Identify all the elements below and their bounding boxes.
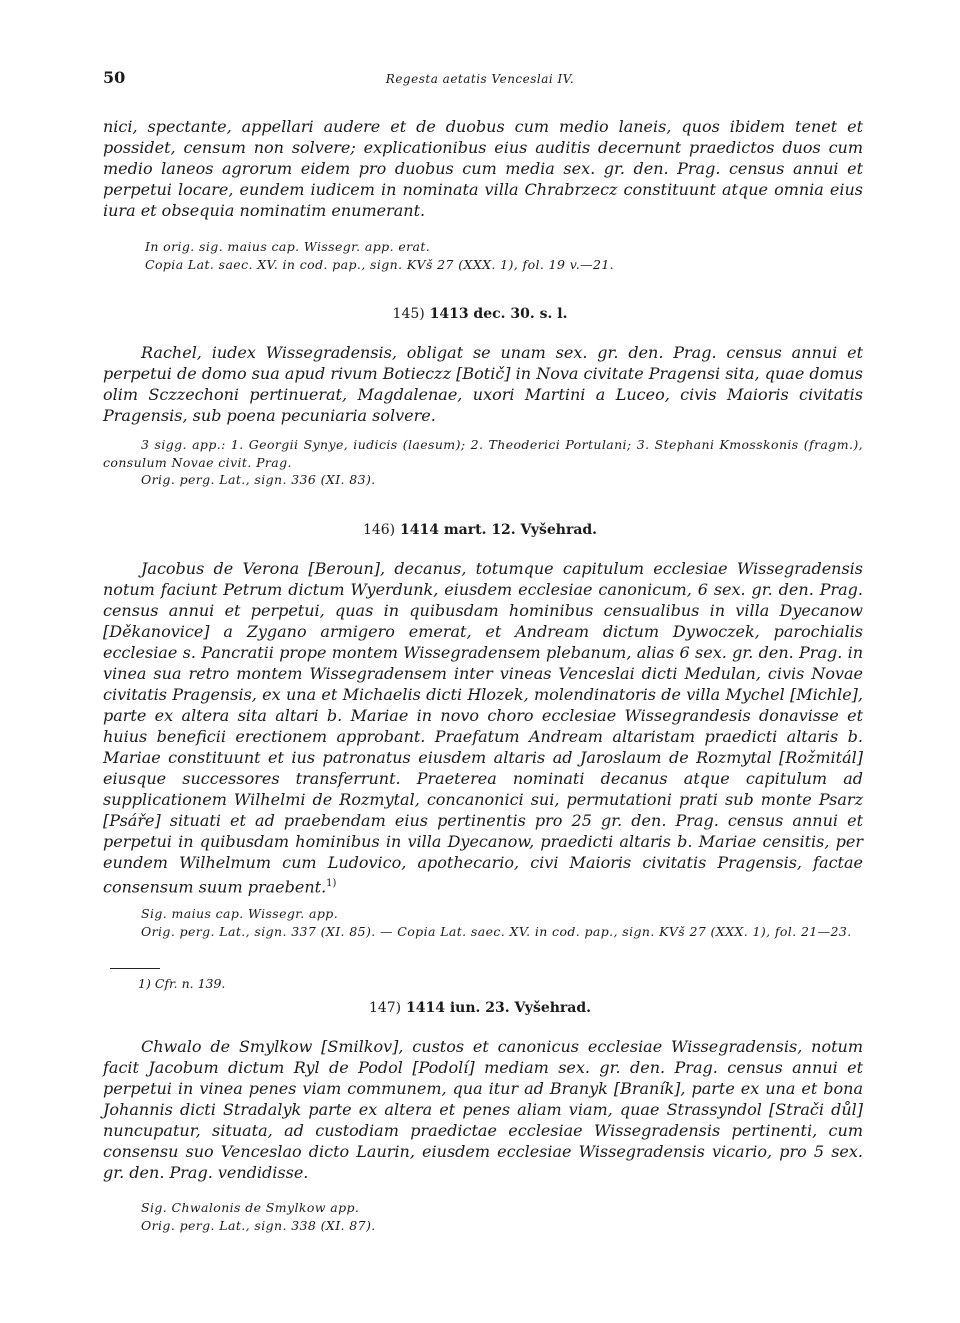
- entry-146-note-1: Sig. maius cap. Wissegr. app.: [141, 906, 339, 921]
- entry-146-text-block: [103, 558, 863, 897]
- footnote-divider: [110, 968, 160, 969]
- entry-147-heading: [0, 1000, 960, 1016]
- entry-145-number: 145): [392, 306, 425, 322]
- entry-147-regest: Chwalo de Smylkow [Smilkov], custos et canonicus ecclesiae Wissegradensis, notum facit Jacobum dictum Ryl de Podol [Podolí] mediam sex. gr. den. Prag. census annui et perpetui in vinea penes viam communem, qua itur ad Branyk [Braník], parte ex una et bona Johannis dicti Stradalyk parte ex altera et penes aliam viam, quae Strassyndol [Strači důl] nuncupatur, situata, ad custodiam praedictae ecclesiae Wissegradensis pertinenti, cum consensu suo Venceslao dicto Laurin, eiusdem ecclesiae Wissegradensis vicario, pro 5 sex. gr. den. Prag. vendidisse.: [103, 1037, 863, 1182]
- entry-146-heading: [0, 522, 960, 538]
- entry-145-heading: [0, 306, 960, 322]
- entry-145-note-2: Orig. perg. Lat., sign. 336 (XI. 83).: [141, 472, 376, 487]
- footnote-reference: 1): [326, 878, 337, 889]
- entry-146-regest: [103, 558, 863, 897]
- continuation-note-1: In orig. sig. maius cap. Wissegr. app. erat.: [145, 239, 431, 254]
- continuation-text-block: [103, 116, 863, 221]
- entry-147-text-block: [103, 1036, 863, 1183]
- footnote-mark: 1): [138, 976, 151, 991]
- entry-145-regest: Rachel, iudex Wissegradensis, obligat se unam sex. gr. den. Prag. census annui et perpetui de domo sua apud rivum Botieczz [Botič] in Nova civitate Pragensi sita, quae domus olim Sczzechoni pertinuerat, Magdalenae, uxori Martini a Luceo, civis Maioris civitatis Pragensis, sub poena pecuniaria solvere.: [103, 343, 863, 425]
- entry-146-note-2: Orig. perg. Lat., sign. 337 (XI. 85). — Copia Lat. saec. XV. in cod. pap., sign. KVš 27 (XXX. 1), fol. 21—23.: [141, 923, 852, 939]
- entry-145-notes: [103, 436, 863, 489]
- footnote: [138, 976, 225, 991]
- entry-147-date: 1414 iun. 23. Vyšehrad.: [406, 1000, 592, 1016]
- entry-147-note-2: Orig. perg. Lat., sign. 338 (XI. 87).: [141, 1217, 376, 1233]
- entry-147-notes: [103, 1199, 863, 1234]
- entry-145-note-1: 3 sigg. app.: 1. Georgii Synye, iudicis (laesum); 2. Theoderici Portulani; 3. Stephani Kmosskonis (fragm.), consulum Novae civit. Prag.: [103, 437, 863, 470]
- running-title: Regesta aetatis Venceslai IV.: [385, 72, 575, 86]
- entry-145-date: 1413 dec. 30. s. l.: [429, 306, 568, 322]
- footnote-text: Cfr. n. 139.: [154, 976, 226, 991]
- page-number: 50: [103, 68, 126, 87]
- entry-146-number: 146): [362, 522, 396, 538]
- entry-146-notes: [103, 905, 863, 940]
- continuation-note-2: Copia Lat. saec. XV. in cod. pap., sign. KVš 27 (XXX. 1), fol. 19 v.—21.: [145, 256, 615, 272]
- entry-145-text-block: [103, 342, 863, 426]
- continuation-notes: [145, 238, 863, 273]
- entry-146-date: 1414 mart. 12. Vyšehrad.: [400, 522, 598, 538]
- entry-146-regest-text: Jacobus de Verona [Beroun], decanus, totumque capitulum ecclesiae Wissegradensis notum faciunt Petrum dictum Wyerdunk, eiusdem ecclesiae canonicum, 6 sex. gr. den. Prag. census annui et perpetui, quas in quibusdam hominibus censualibus in villa Dyecanow [Děkanovice] a Zygano armigero emerat, et Andream dictum Dywoczek, parochialis ecclesiae s. Pancratii prope montem Wissegradensem plebanum, alias 6 sex. gr. den. Prag. in vinea sua retro montem Wissegradensem inter vineas Venceslai dicti Medulan, civis Novae civitatis Pragensis, ex una et Michaelis dicti Hlozek, molendinatoris de villa Mychel [Michle], parte ex altera sita altari b. Mariae in novo choro ecclesiae Wissegrandesis donavisse et huius beneficii erectionem approbant. Praefatum Andream altaristam praedicti altaris b. Mariae constituunt et ius patronatus eiusdem altaris ad Jaroslaum de Rozmytal [Rožmitál] eiusque successores transferrunt. Praeterea nominati decanus atque capitulum ad supplicationem Wilhelmi de Rozmytal, concanonici sui, permutationi prati sub monte Psarz [Psáře] situati et ad praebendam eius pertinentis pro 25 gr. den. Prag. census annui et perpetui in quibusdam hominibus in villa Dyecanow, praedicti altaris b. Mariae censitis, per eundem Wilhelmum cum Ludovico, apothecario, civi Maioris civitatis Pragensis, factae consensum suum praebent.: [103, 559, 863, 897]
- entry-147-number: 147): [368, 1000, 402, 1016]
- continuation-paragraph: nici, spectante, appellari audere et de duobus cum medio laneis, quos ibidem tenet et possidet, censum non solvere; explicationibus eius auditis decernunt praedictos duos cum medio laneos agrorum eidem pro duobus cum media sex. gr. den. Prag. census annui et perpetui locare, eundem iudicem in nominata villa Chrabrzecz constituunt atque omnia eius iura et obsequia nominatim enumerant.: [103, 117, 863, 220]
- entry-147-note-1: Sig. Chwalonis de Smylkow app.: [141, 1200, 360, 1215]
